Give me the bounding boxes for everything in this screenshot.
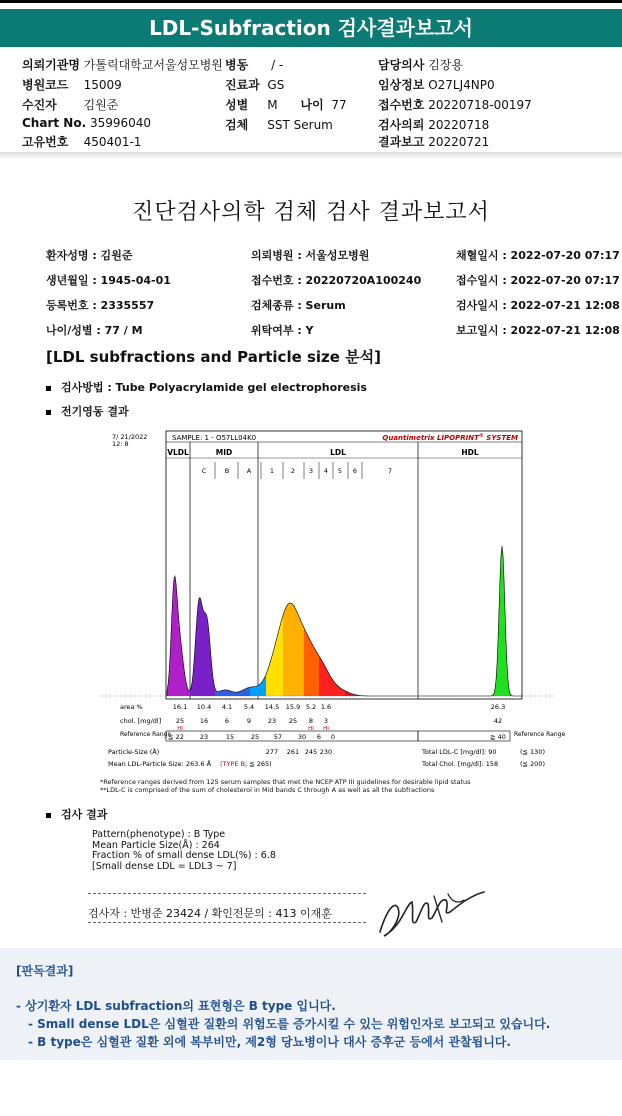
band-label: 4 xyxy=(323,467,329,475)
method-line: 검사방법 : Tube Polyacrylamide gel electrophoresis xyxy=(46,379,367,395)
header-row: 성별 M 나이 77 xyxy=(225,98,347,112)
result-line: Fraction % of small dense LDL(%) : 6.8 xyxy=(92,850,276,861)
area-row-label: area % xyxy=(120,703,143,711)
total-ldl-ref: (≦ 130) xyxy=(520,748,545,756)
header-row: 결과보고 20220721 xyxy=(378,135,490,149)
chol-row-label: chol. [mg/dl] xyxy=(120,717,162,725)
header-row: 수진자 김원준 xyxy=(22,98,119,112)
handwritten-signature xyxy=(372,882,490,944)
chol-value: 25 xyxy=(288,717,298,725)
patient-info-field: 환자성명 : 김원준 xyxy=(46,249,133,262)
header-row: 임상정보 O27LJ4NP0 xyxy=(378,78,495,92)
header-row: 의뢰기관명 가톨릭대학교서울성모병원 xyxy=(22,58,223,72)
reference-value: 6 xyxy=(316,733,322,741)
header-row: 검체 SST Serum xyxy=(225,118,333,132)
band-label: C xyxy=(201,467,207,475)
reference-row-label-right: Reference Range xyxy=(514,731,566,738)
note-line: **LDL-C is comprised of the sum of cholesterol in Mid bands C through A as well as all the subfractions xyxy=(100,786,435,794)
signature-divider xyxy=(88,922,366,923)
header-row: 검사의뢰 20220718 xyxy=(378,118,490,132)
section-title: [LDL subfractions and Particle size 분석] xyxy=(46,348,382,366)
chol-value: 3 xyxy=(323,717,329,725)
separator xyxy=(0,152,622,160)
patient-info-field: 보고일시 : 2022-07-21 12:08 xyxy=(456,324,620,337)
band-label: 1 xyxy=(269,467,275,475)
top-border xyxy=(0,0,622,3)
result-line: Mean Particle Size(Å) : 264 xyxy=(92,839,220,851)
reference-value: 57 xyxy=(273,733,283,741)
patient-info-field: 검체종류 : Serum xyxy=(251,299,346,312)
patient-info-field: 등록번호 : 2335557 xyxy=(46,299,155,312)
area-value: 15.9 xyxy=(285,703,301,711)
reference-value: 30 xyxy=(297,733,307,741)
particle-size-value: 277 xyxy=(265,748,279,756)
area-value: 5.4 xyxy=(243,703,255,711)
area-value: 4.1 xyxy=(221,703,233,711)
chol-value: 25 xyxy=(175,717,185,725)
chol-value: 6 xyxy=(224,717,230,725)
patient-info-field: 생년월일 : 1945-04-01 xyxy=(46,274,171,287)
chart-brand: Quantimetrix LIPOPRINT® SYSTEM xyxy=(382,433,518,442)
band-label: 5 xyxy=(337,467,343,475)
header-row: 담당의사 김장용 xyxy=(378,58,463,72)
electrophoresis-chart xyxy=(100,428,566,796)
reference-row-label: Reference Range xyxy=(120,731,172,738)
reference-value: 23 xyxy=(199,733,209,741)
mean-ldl-size: Mean LDL-Particle Size: 263.6 Å xyxy=(108,760,212,768)
chart-time: 12: 8 xyxy=(112,440,129,448)
patient-info-field: 접수일시 : 2022-07-20 07:17 xyxy=(456,274,620,287)
reference-hdl-value: ≧ 40 xyxy=(490,733,506,741)
total-ldl: Total LDL-C [mg/dl]: 90 xyxy=(422,748,497,756)
area-value: 26.3 xyxy=(490,703,506,711)
header-row: 접수번호 20220718-00197 xyxy=(378,98,532,112)
patient-info-field: 검사일시 : 2022-07-21 12:08 xyxy=(456,299,620,312)
band-group-label: VLDL xyxy=(167,448,189,457)
particle-size-value: 245 xyxy=(304,748,318,756)
judgement-line: - Small dense LDL은 심혈관 질환의 위험도를 증가시킬 수 있는 위험인자로 보고되고 있습니다. xyxy=(28,1017,551,1031)
note-line: *Reference ranges derived from 125 serum samples that met the NCEP ATP III guidelines for desirable lipid status xyxy=(100,778,471,786)
particle-size-value: 261 xyxy=(286,748,300,756)
header-row: 진료과 GS xyxy=(225,78,285,92)
header-row: 병동 / - xyxy=(225,58,284,72)
results-block xyxy=(92,830,276,872)
area-value: 16.1 xyxy=(172,703,188,711)
chol-value: 16 xyxy=(199,717,209,725)
patient-info-field: 채혈일시 : 2022-07-20 07:17 xyxy=(456,249,620,262)
page-title: LDL-Subfraction 검사결과보고서 xyxy=(0,9,622,47)
reference-value: 15 xyxy=(225,733,235,741)
type-b-ref: ; ≦ 265) xyxy=(245,760,272,768)
result-line: Pattern(phenotype) : B Type xyxy=(92,829,226,840)
bullet-icon xyxy=(46,410,51,415)
total-chol-ref: (≦ 200) xyxy=(520,760,545,768)
band-group-label: HDL xyxy=(461,448,479,457)
judgement-line: - B type은 심혈관 질환 외에 복부비만, 제2형 당뇨병이나 대사 증후군 등에서 관찰됩니다. xyxy=(28,1035,511,1049)
report-title: 진단검사의학 검체 검사 결과보고서 xyxy=(132,200,490,225)
particle-size-label: Particle-Size (Å) xyxy=(108,748,160,756)
type-b-flag: (TYPE B xyxy=(220,760,246,768)
bullet-icon xyxy=(46,386,51,391)
signature-divider xyxy=(88,893,366,894)
area-value: 14.5 xyxy=(264,703,280,711)
particle-size-value: 230 xyxy=(319,748,333,756)
judgement-line: - 상기환자 LDL subfraction의 표현형은 B type 입니다. xyxy=(16,999,336,1013)
header-row: Chart No. 35996040 xyxy=(22,116,152,130)
reference-value: 25 xyxy=(250,733,260,741)
reference-notes xyxy=(100,778,471,794)
chol-value: 42 xyxy=(493,717,503,725)
hi-flag: HI xyxy=(308,726,314,732)
area-value: 10.4 xyxy=(196,703,212,711)
chol-value: 8 xyxy=(308,717,314,725)
chart-sample: SAMPLE: 1 - O57LL04K0 xyxy=(172,434,257,442)
bullet-icon xyxy=(46,813,51,818)
band-label: B xyxy=(224,467,230,475)
band-group-label: MID xyxy=(215,448,233,457)
signature-text: 검사자 : 반병준 23424 / 확인전문의 : 413 이재훈 xyxy=(88,907,332,920)
patient-info-field: 의뢰병원 : 서울성모병원 xyxy=(251,249,370,262)
hi-flag: HI xyxy=(323,726,329,732)
result-line: [Small dense LDL = LDL3 ~ 7] xyxy=(92,860,237,872)
hi-flag: HI xyxy=(177,726,183,732)
band-group-label: LDL xyxy=(330,448,346,457)
band-label: 7 xyxy=(387,467,393,475)
patient-info-field: 위탁여부 : Y xyxy=(251,324,314,337)
patient-info-field: 나이/성별 : 77 / M xyxy=(46,324,143,337)
header-row: 고유번호 450401-1 xyxy=(22,135,142,149)
band-label: A xyxy=(246,467,252,475)
header-row: 병원코드 15009 xyxy=(22,78,122,92)
reference-value: 0 xyxy=(330,733,336,741)
area-value: 5.2 xyxy=(305,703,317,711)
reference-value: ≦ 22 xyxy=(168,733,184,741)
total-chol: Total Chol. [mg/dl]: 158 xyxy=(422,760,499,768)
area-value: 1.6 xyxy=(320,703,332,711)
chol-value: 23 xyxy=(267,717,277,725)
band-label: 3 xyxy=(308,467,314,475)
electro-heading: 전기영동 결과 xyxy=(46,403,129,419)
band-label: 6 xyxy=(352,467,358,475)
chart-date: 7/ 21/2022 xyxy=(112,433,148,441)
result-heading: 검사 결과 xyxy=(46,806,107,822)
patient-info-field: 접수번호 : 20220720A100240 xyxy=(251,274,422,287)
band-label: 2 xyxy=(290,467,296,475)
chol-value: 9 xyxy=(246,717,252,725)
judgement-heading: [판독결과] xyxy=(16,964,74,978)
